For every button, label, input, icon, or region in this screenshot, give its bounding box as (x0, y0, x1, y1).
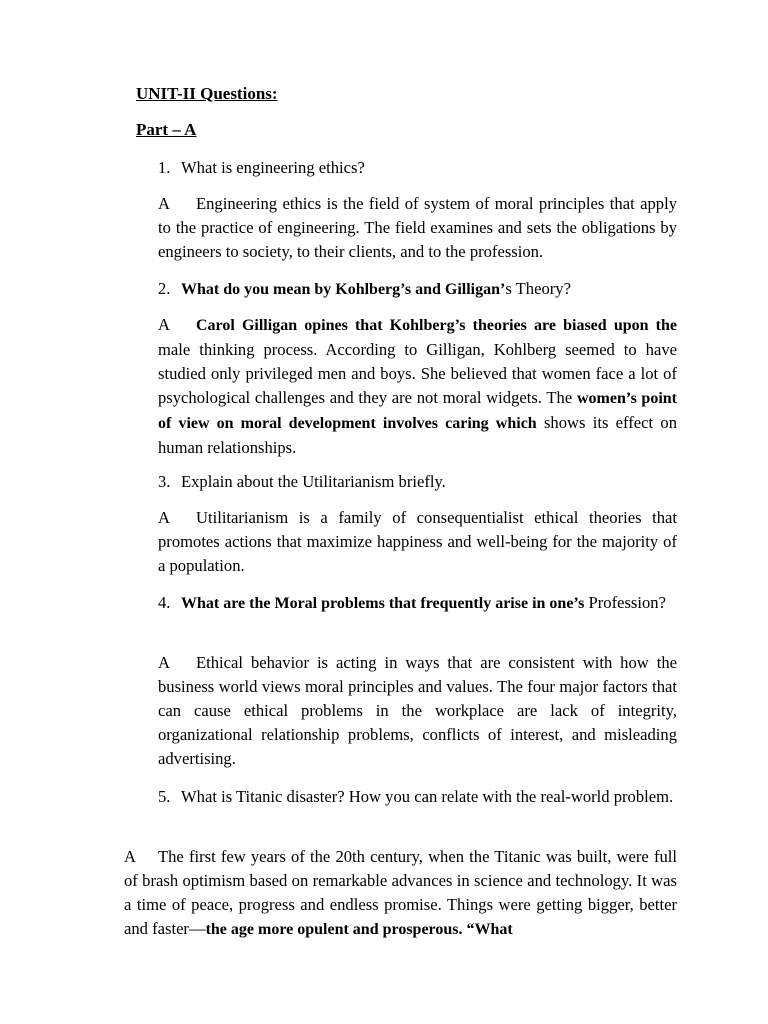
question-3 (158, 470, 677, 494)
question-2 (158, 277, 677, 302)
answer-label: A (158, 315, 170, 334)
answer-bold-phrase: Carol Gilligan opines that Kohlberg’s theories are biased upon the (196, 317, 677, 334)
part-heading: Part – A (136, 120, 197, 139)
question-4 (158, 591, 677, 616)
answer-3 (158, 506, 677, 578)
answer-label: A (124, 847, 136, 866)
question-number: 3. (158, 472, 171, 491)
answer-label: A (158, 194, 170, 213)
answer-1 (158, 192, 677, 264)
question-number: 2. (158, 279, 171, 298)
answer-text: Ethical behavior is acting in ways that are consistent with how the business world views moral principles and values. The four major factors that can cause ethical problems in the workplace are lack of integrity, organizational relationship problems, conflicts of interest, and misleading advertising. (158, 653, 677, 768)
answer-label: A (158, 653, 170, 672)
question-number: 1. (158, 158, 171, 177)
question-text: What are the Moral problems that frequently arise in one’s Profession? (181, 593, 666, 612)
answer-label: A (158, 508, 170, 527)
question-text: What do you mean by Kohlberg’s and Gilligan’s Theory? (181, 279, 571, 298)
answer-5 (124, 845, 677, 942)
question-text: Explain about the Utilitarianism briefly. (181, 472, 446, 491)
question-number: 5. (158, 787, 171, 806)
answer-text: Utilitarianism is a family of consequentialist ethical theories that promotes actions that maximize happiness and well-being for the majority of a population. (158, 508, 677, 575)
answer-text: Engineering ethics is the field of system of moral principles that apply to the practice of engineering. The field examines and sets the obligations by engineers to society, to their clients, and to the profession. (158, 194, 677, 261)
question-text: What is Titanic disaster? How you can relate with the real-world problem. (181, 787, 674, 806)
answer-2 (158, 313, 677, 460)
answer-text: male thinking process. According to Gilligan, Kohlberg seemed to have studied only privileged men and boys. She believed that women face a lot of psychological challenges and they are not moral widgets. The (158, 340, 677, 407)
answer-bold-phrase: the age more opulent and prosperous (205, 921, 459, 938)
question-1 (158, 156, 677, 180)
question-text: What is engineering ethics? (181, 158, 365, 177)
answer-text: shows its effect on human relationships. (158, 413, 677, 457)
answer-4 (158, 651, 677, 771)
answer-tail: . “What (458, 921, 513, 938)
question-number: 4. (158, 593, 171, 612)
question-5 (158, 785, 677, 809)
unit-title: UNIT-II Questions: (136, 84, 278, 103)
answer-text: The first few years of the 20th century, when the Titanic was built, were full of brash optimism based on remarkable advances in science and technology. It was a time of peace, progress and endless promise. Things were getting bigger, better and faster— (124, 847, 677, 938)
answer-bold-phrase: women’s point of view on moral development involves caring which (158, 390, 677, 432)
